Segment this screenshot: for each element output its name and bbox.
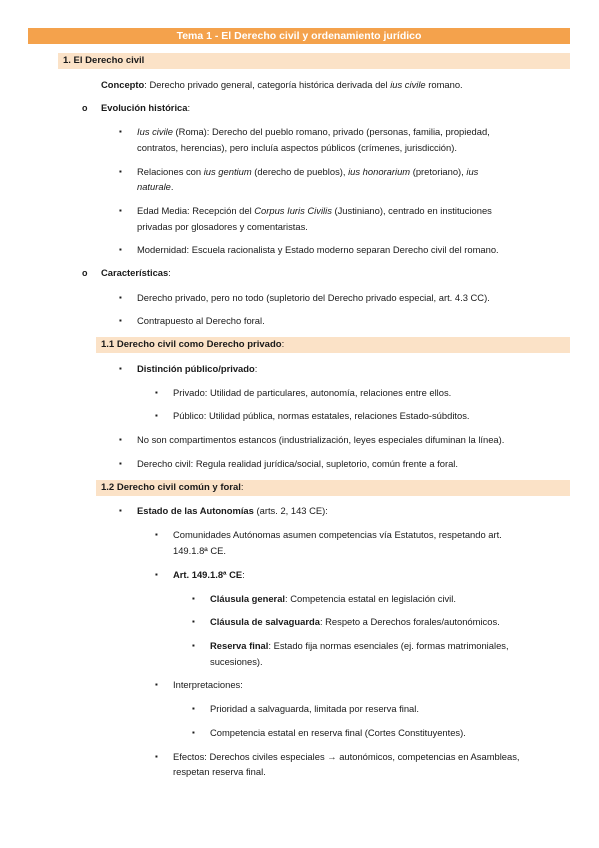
distincion-privado: Privado: Utilidad de particulares, autonomía, relaciones entre ellos. xyxy=(173,387,452,398)
square-bullet: ▪ xyxy=(119,435,122,444)
reserva-final-cont: sucesiones). xyxy=(210,656,263,667)
square-bullet: ▪ xyxy=(155,752,158,761)
caracteristicas-item-2: Contrapuesto al Derecho foral. xyxy=(137,315,265,326)
no-son-compartimentos: No son compartimentos estancos (industrialización, leyes especiales difuminan la línea). xyxy=(137,434,505,445)
derecho-civil-regula: Derecho civil: Regula realidad jurídica/social, supletorio, común frente a foral. xyxy=(137,458,458,469)
interpretaciones-heading: Interpretaciones: xyxy=(173,679,243,690)
ccaa-competencias-cont: 149.1.8ª CE. xyxy=(173,545,226,556)
square-bullet: ▪ xyxy=(155,530,158,539)
concepto-label: Concepto xyxy=(101,79,145,90)
section-1-1-heading: 1.1 Derecho civil como Derecho privado: xyxy=(96,337,570,353)
square-bullet: ▪ xyxy=(119,206,122,215)
square-bullet: ▪ xyxy=(155,680,158,689)
square-bullet: ▪ xyxy=(119,506,122,515)
estado-autonomias: Estado de las Autonomías (arts. 2, 143 CE): xyxy=(137,505,328,516)
ccaa-competencias: Comunidades Autónomas asumen competencias vía Estatutos, respetando art. xyxy=(173,529,502,540)
clausula-general: Cláusula general: Competencia estatal en legislación civil. xyxy=(210,593,456,604)
square-bullet: ▪ xyxy=(155,570,158,579)
caracteristicas-item-1: Derecho privado, pero no todo (supletorio del Derecho privado especial, art. 4.3 CC). xyxy=(137,292,490,303)
square-bullet: ▪ xyxy=(119,293,122,302)
efectos: Efectos: Derechos civiles especiales → autonómicos, competencias en Asambleas, xyxy=(173,751,520,762)
circle-bullet: o xyxy=(82,268,88,278)
document-title: Tema 1 - El Derecho civil y ordenamiento jurídico xyxy=(28,28,570,44)
evolucion-item-2: Relaciones con ius gentium (derecho de pueblos), ius honorarium (pretoriano), ius xyxy=(137,166,479,177)
evolucion-item-3: Edad Media: Recepción del Corpus Iuris Civilis (Justiniano), centrado en instituciones xyxy=(137,205,492,216)
clausula-salvaguarda: Cláusula de salvaguarda: Respeto a Derechos forales/autonómicos. xyxy=(210,616,500,627)
square-bullet: ▪ xyxy=(119,316,122,325)
square-bullet: ▪ xyxy=(192,728,195,737)
interpretacion-2: Competencia estatal en reserva final (Cortes Constituyentes). xyxy=(210,727,466,738)
interpretacion-1: Prioridad a salvaguarda, limitada por reserva final. xyxy=(210,703,419,714)
evolucion-item-2-cont: naturale. xyxy=(137,181,174,192)
evolucion-item-1-cont: contratos, herencias), pero incluía aspectos públicos (crímenes, jurisdicción). xyxy=(137,142,457,153)
distincion-heading: Distinción público/privado: xyxy=(137,363,258,374)
art-149-heading: Art. 149.1.8ª CE: xyxy=(173,569,245,580)
square-bullet: ▪ xyxy=(155,411,158,420)
circle-bullet: o xyxy=(82,103,88,113)
square-bullet: ▪ xyxy=(119,127,122,136)
evolucion-heading: Evolución histórica: xyxy=(101,102,191,113)
evolucion-item-1: Ius civile (Roma): Derecho del pueblo romano, privado (personas, familia, propiedad, xyxy=(137,126,490,137)
evolucion-item-3-cont: privadas por glosadores y comentaristas. xyxy=(137,221,308,232)
square-bullet: ▪ xyxy=(192,641,195,650)
caracteristicas-heading: Características: xyxy=(101,267,171,278)
reserva-final: Reserva final: Estado fija normas esenciales (ej. formas matrimoniales, xyxy=(210,640,509,651)
distincion-publico: Público: Utilidad pública, normas estatales, relaciones Estado-súbditos. xyxy=(173,410,470,421)
square-bullet: ▪ xyxy=(192,594,195,603)
section-1-2-heading: 1.2 Derecho civil común y foral: xyxy=(96,480,570,496)
efectos-cont: respetan reserva final. xyxy=(173,766,266,777)
square-bullet: ▪ xyxy=(192,617,195,626)
square-bullet: ▪ xyxy=(119,364,122,373)
evolucion-item-4: Modernidad: Escuela racionalista y Estado moderno separan Derecho civil del romano. xyxy=(137,244,499,255)
square-bullet: ▪ xyxy=(119,245,122,254)
square-bullet: ▪ xyxy=(192,704,195,713)
square-bullet: ▪ xyxy=(119,167,122,176)
square-bullet: ▪ xyxy=(119,459,122,468)
section-1-heading: 1. El Derecho civil xyxy=(58,53,570,69)
concepto-paragraph: Concepto: Derecho privado general, categoría histórica derivada del ius civile romano. xyxy=(101,79,463,90)
square-bullet: ▪ xyxy=(155,388,158,397)
